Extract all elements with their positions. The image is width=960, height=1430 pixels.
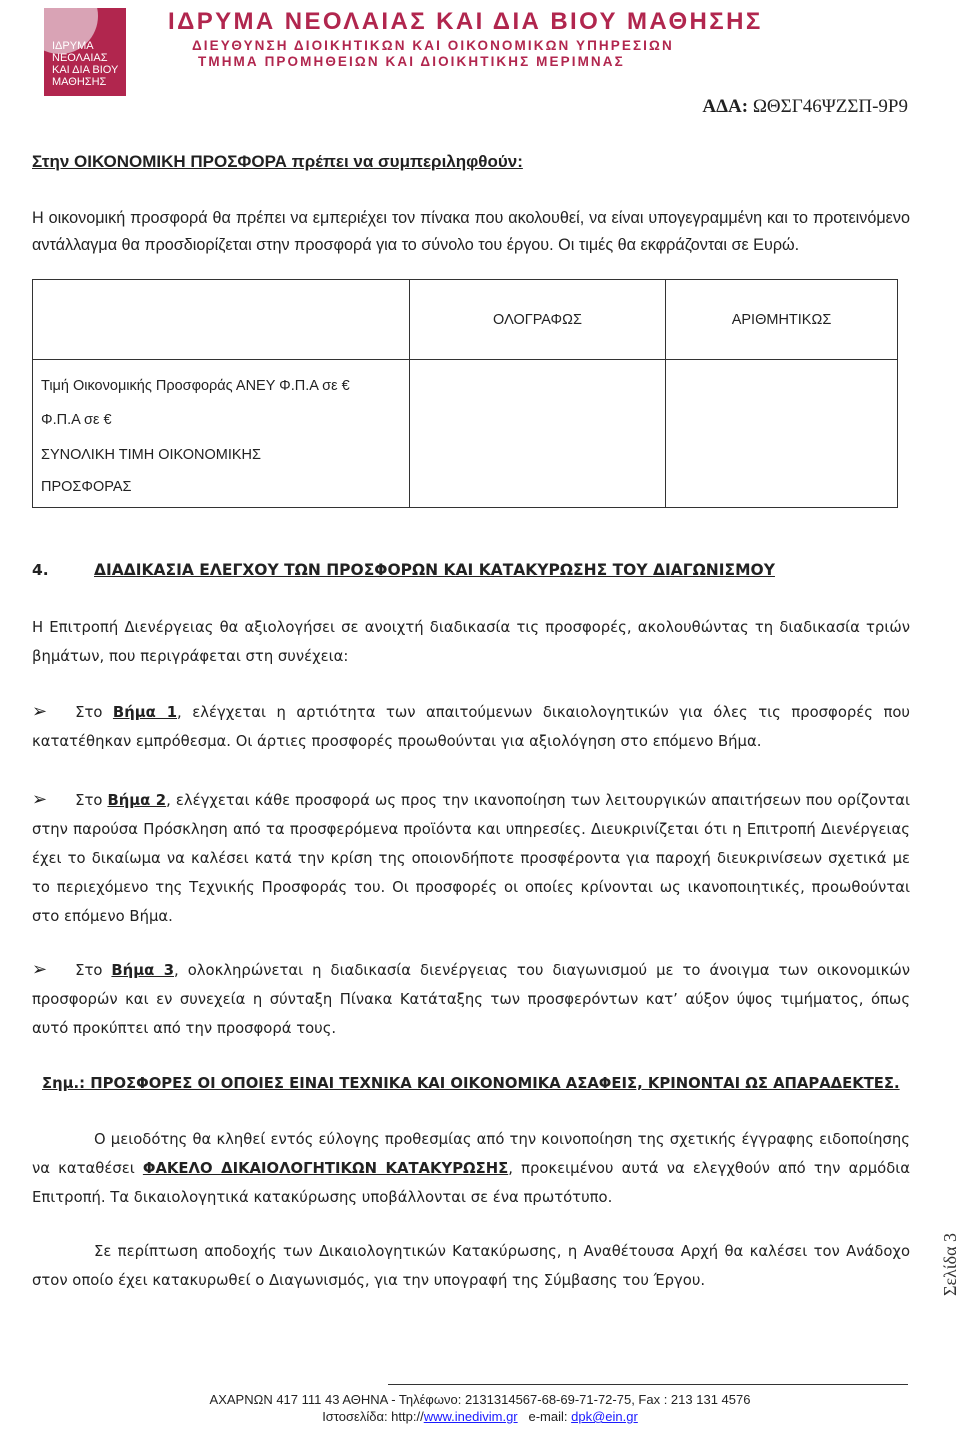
institution-title: ΙΔΡΥΜΑ ΝΕΟΛΑΙΑΣ ΚΑΙ ΔΙΑ ΒΙΟΥ ΜΑΘΗΣΗΣ [168,8,763,35]
footer-email-link[interactable]: dpk@ein.gr [571,1409,638,1424]
closing-p1-bold: ΦΑΚΕΛΟ ΔΙΚΑΙΟΛΟΓΗΤΙΚΩΝ ΚΑΤΑΚΥΡΩΣΗΣ [142,1160,509,1177]
step1-prefix: Στο [75,704,113,721]
offer-section-title: Στην ΟΙΚΟΝΟΜΙΚΗ ΠΡΟΣΦΟΡΑ πρέπει να συμπεριληφθούν: [32,152,523,171]
table-cell-numbers-value [666,360,898,508]
step3-paragraph [32,955,910,1043]
section4-number: 4. [32,561,49,579]
logo-text: ΙΔΡΥΜΑ ΝΕΟΛΑΙΑΣ ΚΑΙ ΔΙΑ ΒΙΟΥ ΜΑΘΗΣΗΣ [52,40,119,88]
closing-paragraph-2: Σε περίπτωση αποδοχής των Δικαιολογητικών Κατακύρωσης, η Αναθέτουσα Αρχή θα καλέσει τον Ανάδοχο στον οποίο έχει κατακυρωθεί ο Διαγωνισμός, για την υπογραφή της Σύμβασης του Έργου. [32,1243,910,1289]
footer-website-label: Ιστοσελίδα: http:// [322,1409,424,1424]
footer-website-link[interactable]: www.inedivim.gr [423,1409,518,1424]
step1-label: Βήμα 1 [112,704,178,721]
section4-title: ΔΙΑΔΙΚΑΣΙΑ ΕΛΕΓΧΟΥ ΤΩΝ ΠΡΟΣΦΟΡΩΝ ΚΑΙ ΚΑΤΑΚΥΡΩΣΗΣ ΤΟΥ ΔΙΑΓΩΝΙΣΜΟΥ [94,561,775,579]
table-row-labels [33,360,410,508]
offer-paragraph: Η οικονομική προσφορά θα πρέπει να εμπεριέχει τον πίνακα που ακολουθεί, να είναι υπογεγραμμένη και το προτεινόμενο αντάλλαγμα θα προσδιορίζεται στην προσφορά για το σύνολο του έργου. Οι τιμές θα εκφράζονται σε Ευρώ. [32,209,910,254]
step2-paragraph [32,785,910,931]
note-unacceptable-offers: Σημ.: ΠΡΟΣΦΟΡΕΣ ΟΙ ΟΠΟΙΕΣ ΕΙΝΑΙ ΤΕΧΝΙΚΑ ΚΑΙ ΟΙΚΟΝΟΜΙΚΑ ΑΣΑΦΕΙΣ, ΚΡΙΝΟΝΤΑΙ ΩΣ ΑΠΑΡΑΔΕΚΤΕΣ. [42,1075,900,1092]
footer-email-label: e-mail: [528,1409,568,1424]
section4-heading [32,561,775,579]
step2-label: Βήμα 2 [107,792,167,809]
step3-label: Βήμα 3 [111,962,175,979]
step3-text: , ολοκληρώνεται η διαδικασία διενέργειας του διαγωνισμού με το άνοιγμα των οικονομικών προσφορών και εν συνεχεία η σύνταξη Πίνακα Κατάταξης των προσφερόντων κατ’ αύξον ύψος τιμήματος, όπως αυτό προκύπτει από την προσφορά τους. [32,962,910,1037]
row-total-line2: ΠΡΟΣΦΟΡΑΣ [41,479,132,495]
row-price-without-vat: Τιμή Οικονομικής Προσφοράς ΑΝΕΥ Φ.Π.Α σε € [41,378,350,394]
department-subtitle: ΤΜΗΜΑ ΠΡΟΜΗΘΕΙΩΝ ΚΑΙ ΔΙΟΙΚΗΤΙΚΗΣ ΜΕΡΙΜΝΑΣ [198,54,625,69]
closing-p1-before: Ο μειοδότης θα κληθεί εντός εύλογης προθεσμίας από την κοινοποίηση της σχετικής έγγραφης ειδοποίησης να καταθέσει [32,1131,910,1177]
step2-text: , ελέγχεται κάθε προσφορά ως προς την ικανοποίηση των λειτουργικών απαιτήσεων που ορίζονται στην παρούσα Πρόσκληση από τα προσφερόμενα προϊόντα και υπηρεσίες. Διευκρινίζεται ότι η Επιτροπή Διενέργειας έχει το δικαίωμα να καλέσει κατά την κρίση της οποιονδήποτε προσφέροντα για παροχή διευκρινίσεων σχετικά με το περιεχόμενο της Τεχνικής Προσφοράς του. Οι προσφορές οι οποίες κρίνονται ως ικανοποιητικές, προωθούνται στο επόμενο Βήμα. [32,792,910,925]
institution-logo [44,8,126,96]
directorate-subtitle: ΔΙΕΥΘΥΝΣΗ ΔΙΟΙΚΗΤΙΚΩΝ ΚΑΙ ΟΙΚΟΝΟΜΙΚΩΝ ΥΠΗΡΕΣΙΩΝ [192,38,674,53]
row-vat: Φ.Π.Α σε € [41,412,112,428]
row-total-line1: ΣΥΝΟΛΙΚΗ ΤΙΜΗ ΟΙΚΟΝΟΜΙΚΗΣ [41,447,261,463]
table-header-words: ΟΛΟΓΡΑΦΩΣ [410,280,666,360]
step1-text: , ελέγχεται η αρτιότητα των απαιτούμενων δικαιολογητικών για όλες τις προσφορές που κατατέθηκαν εμπρόθεσμα. Οι άρτιες προσφορές προωθούνται για αξιολόγηση στο επόμενο Βήμα. [32,704,910,750]
table-header-empty [33,280,410,360]
step2-prefix: Στο [75,792,108,809]
bullet-arrow-icon: ➢ [32,959,48,980]
closing-p1-after: , προκειμένου αυτά να ελεγχθούν από την αρμόδια Επιτροπή. Τα δικαιολογητικά κατακύρωσης υποβάλλονται σε ένα πρωτότυπο. [32,1160,911,1206]
page-number: Σελίδα 3 [940,1232,960,1296]
table-cell-words-value [410,360,666,508]
section4-intro: Η Επιτροπή Διενέργειας θα αξιολογήσει σε ανοιχτή διαδικασία τις προσφορές, ακολουθώντας τη διαδικασία τριών βημάτων, που περιγράφεται στη συνέχεια: [32,619,910,665]
table-header-numbers: ΑΡΙΘΜΗΤΙΚΩΣ [666,280,898,360]
offer-table [32,279,898,508]
step1-paragraph [32,697,910,756]
ada-code [702,96,908,118]
footer-contacts [0,1409,960,1424]
ada-value: ΩΘΣΓ46ΨΖΣΠ-9Ρ9 [752,96,908,117]
step3-prefix: Στο [75,962,112,979]
footer-address: ΑΧΑΡΝΩΝ 417 111 43 ΑΘΗΝΑ - Τηλέφωνο: 2131314567-68-69-71-72-75, Fax : 213 131 4576 [209,1392,751,1407]
bullet-arrow-icon: ➢ [32,789,48,810]
closing-paragraph-1 [32,1125,910,1212]
ada-label: ΑΔΑ: [702,96,749,117]
footer-divider [388,1384,908,1385]
bullet-arrow-icon: ➢ [32,701,48,722]
